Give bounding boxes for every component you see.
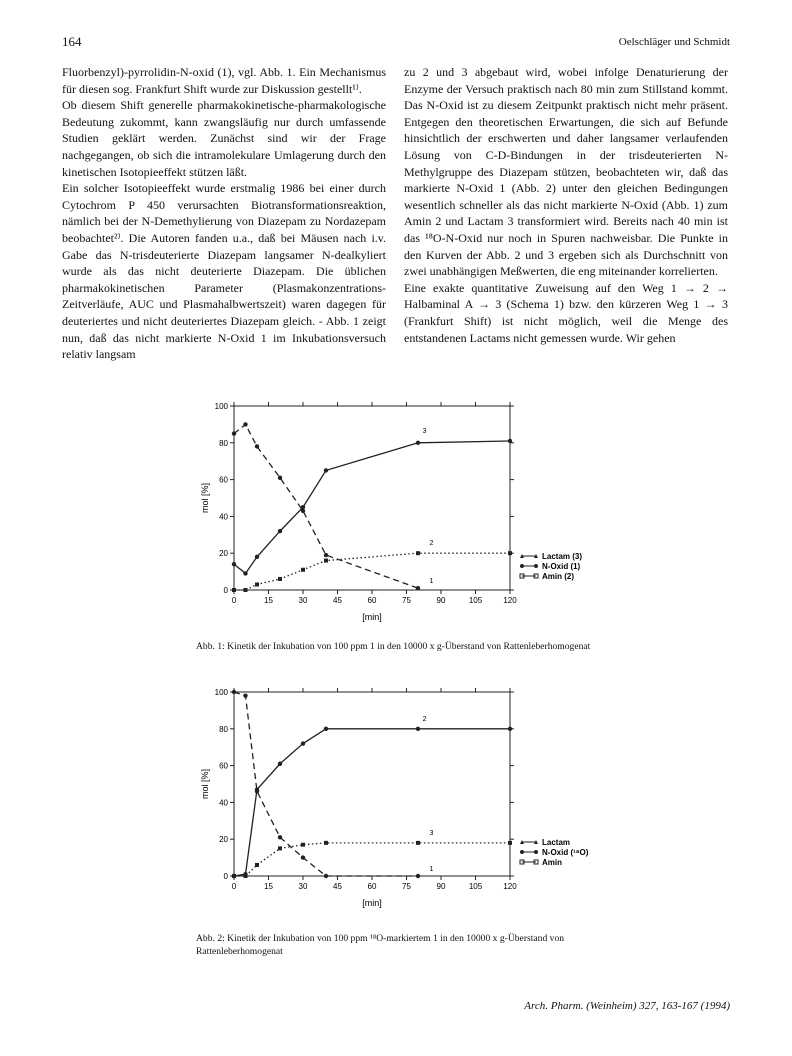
text-column-right bbox=[404, 64, 728, 346]
y-tick-label: 40 bbox=[219, 798, 228, 808]
x-tick-label: 30 bbox=[298, 596, 308, 605]
data-point bbox=[508, 551, 512, 555]
paragraph: Ob diesem Shift generelle pharmakokinetische-pharmakologische Bedeutung zukommt, kann zwangsläufig nur durch umfassende Studien geklärt werden. Zunächst sind wir der Frage nachgegangen, ob sich die intramolekulare Umlagerung durch den kinetischen Isotopieeffekt stützen läßt. bbox=[62, 98, 386, 179]
series-line bbox=[234, 729, 510, 876]
data-point bbox=[278, 476, 282, 480]
data-point bbox=[255, 789, 259, 793]
series-line bbox=[234, 424, 418, 588]
data-point bbox=[508, 439, 512, 443]
x-tick-label: 75 bbox=[402, 882, 411, 891]
data-point bbox=[301, 741, 305, 745]
data-point bbox=[278, 529, 282, 533]
data-point bbox=[255, 555, 259, 559]
running-head: Oelschläger und Schmidt bbox=[618, 36, 730, 48]
x-tick-label: 120 bbox=[503, 882, 517, 891]
plot-frame bbox=[234, 406, 510, 590]
data-point bbox=[508, 727, 512, 731]
data-point bbox=[232, 588, 236, 592]
data-point bbox=[416, 586, 420, 590]
data-point bbox=[243, 571, 247, 575]
x-tick-label: 45 bbox=[333, 882, 342, 891]
x-tick-label: 60 bbox=[367, 882, 377, 891]
data-point bbox=[324, 727, 328, 731]
data-point bbox=[255, 582, 259, 586]
data-point bbox=[244, 588, 248, 592]
paragraph: zu 2 und 3 abgebaut wird, wobei infolge Denaturierung der Enzyme der Versuch praktisch nach 80 min zum Stillstand kommt. Das N-Oxid ist zu diesem Zeitpunkt praktisch nicht mehr präsent. Entgegen den theoretischen Erwartungen, die sich auf Befunde hinsichtlich der erschwerten und daher langsamer verlaufenden Lösung von C-D-Bindungen in der trisdeuterierten N-Methylgruppe des Diazepam stützen, beobachteten wir, daß das markierte N-Oxid 1 (Abb. 2) unter den gleichen Bedingungen wesentlich schneller als das nicht markierte N-Oxid (Abb. 1) zum Amin 2 und Lactam 3 transformiert wird. Bereits nach 40 min ist das ¹⁸O-N-Oxid nur noch in Spuren nachweisbar. Die Punkte in den Kurven der Abb. 2 und 3 ergeben sich als Durchschnitt von zwei unabhängigen Meßwerten, die eng miteinander korrelierten. bbox=[404, 65, 728, 279]
data-point bbox=[244, 874, 248, 878]
data-point bbox=[243, 693, 247, 697]
data-point bbox=[324, 841, 328, 845]
y-axis-label: mol [%] bbox=[200, 482, 210, 514]
data-point bbox=[232, 874, 236, 878]
figure-1 bbox=[190, 394, 620, 637]
data-point bbox=[278, 762, 282, 766]
x-tick-label: 75 bbox=[402, 596, 411, 605]
data-point bbox=[324, 468, 328, 472]
x-tick-label: 15 bbox=[264, 882, 273, 891]
data-point bbox=[232, 431, 236, 435]
figure-2 bbox=[190, 680, 620, 923]
text-column-left bbox=[62, 64, 386, 363]
y-tick-label: 0 bbox=[223, 586, 228, 595]
data-point bbox=[416, 874, 420, 878]
figure-2-caption: Abb. 2: Kinetik der Inkubation von 100 ppm ¹⁸O-markiertem 1 in den 10000 x g-Überstand von Rattenleberhomogenat bbox=[196, 933, 565, 957]
x-tick-label: 0 bbox=[231, 882, 237, 891]
y-tick-label: 20 bbox=[219, 835, 228, 845]
x-tick-label: 105 bbox=[468, 882, 483, 891]
figure-1-chart bbox=[190, 394, 620, 632]
data-point bbox=[255, 863, 259, 867]
legend-marker bbox=[534, 850, 538, 854]
legend-entry: N-Oxid (¹⁸O) bbox=[542, 848, 589, 857]
x-axis-label: [min] bbox=[362, 898, 382, 908]
y-tick-label: 60 bbox=[219, 761, 228, 771]
data-point bbox=[278, 835, 282, 839]
legend-entry: Lactam (3) bbox=[542, 552, 583, 561]
series-label: 3 bbox=[422, 427, 427, 435]
plot-frame bbox=[234, 692, 510, 876]
data-point bbox=[243, 422, 247, 426]
y-tick-label: 100 bbox=[214, 402, 228, 411]
x-axis-label: [min] bbox=[362, 612, 382, 622]
y-tick-label: 0 bbox=[223, 872, 228, 881]
x-tick-label: 30 bbox=[298, 882, 308, 891]
paragraph: Eine exakte quantitative Zuweisung auf den Weg 1 → 2 → Halbaminal A → 3 (Schema 1) bzw. den kürzeren Weg 1 → 3 (Frankfurt Shift) ist nicht möglich, weil die Menge des entstandenen Lactams nicht gemessen wurde. Wir gehen bbox=[404, 280, 728, 345]
series-label: 1 bbox=[429, 866, 434, 873]
x-tick-label: 120 bbox=[503, 596, 517, 605]
data-point bbox=[232, 562, 236, 566]
data-point bbox=[278, 577, 282, 581]
data-point bbox=[324, 874, 328, 878]
y-tick-label: 100 bbox=[214, 688, 228, 697]
x-tick-label: 90 bbox=[436, 882, 446, 891]
x-tick-label: 105 bbox=[468, 596, 483, 605]
figure-2-chart bbox=[190, 680, 620, 918]
data-point bbox=[301, 568, 305, 572]
series-label: 3 bbox=[429, 829, 434, 837]
data-point bbox=[301, 843, 305, 847]
y-axis-label: mol [%] bbox=[200, 768, 210, 800]
data-point bbox=[255, 444, 259, 448]
x-tick-label: 60 bbox=[367, 596, 377, 605]
legend-entry: Lactam bbox=[542, 838, 571, 847]
journal-citation: Arch. Pharm. (Weinheim) 327, 163-167 (1994) bbox=[524, 1000, 730, 1012]
legend-marker bbox=[534, 564, 538, 568]
data-point bbox=[416, 841, 420, 845]
data-point bbox=[301, 509, 305, 513]
y-tick-label: 20 bbox=[219, 549, 228, 559]
data-point bbox=[508, 841, 512, 845]
legend-entry: Amin (2) bbox=[542, 572, 574, 581]
series-label: 1 bbox=[429, 578, 434, 586]
legend-entry: Amin bbox=[542, 858, 562, 867]
data-point bbox=[232, 690, 236, 694]
figure-1-caption: Abb. 1: Kinetik der Inkubation von 100 ppm 1 in den 10000 x g-Überstand von Rattenleberhomogenat bbox=[196, 641, 591, 652]
data-point bbox=[324, 559, 328, 563]
data-point bbox=[301, 855, 305, 859]
series-line bbox=[234, 553, 510, 590]
y-tick-label: 40 bbox=[219, 512, 228, 522]
x-tick-label: 90 bbox=[436, 596, 446, 605]
paragraph: Fluorbenzyl)-pyrrolidin-N-oxid (1), vgl. Abb. 1. Ein Mechanismus für diesen sog. Frankfurt Shift wurde zur Diskussion gestellt¹⁾. bbox=[62, 65, 386, 96]
y-tick-label: 60 bbox=[219, 475, 228, 485]
data-point bbox=[278, 846, 282, 850]
data-point bbox=[416, 727, 420, 731]
data-point bbox=[324, 553, 328, 557]
x-tick-label: 15 bbox=[264, 596, 273, 605]
data-point bbox=[416, 441, 420, 445]
legend-entry: N-Oxid (1) bbox=[542, 562, 581, 571]
legend-marker bbox=[520, 850, 524, 854]
page-number: 164 bbox=[62, 34, 82, 49]
series-label: 2 bbox=[422, 715, 427, 723]
legend-marker bbox=[520, 564, 524, 568]
series-line bbox=[234, 843, 510, 876]
series-label: 2 bbox=[429, 540, 434, 548]
x-tick-label: 0 bbox=[231, 596, 237, 605]
data-point bbox=[416, 551, 420, 555]
x-tick-label: 45 bbox=[333, 596, 342, 605]
y-tick-label: 80 bbox=[219, 438, 228, 448]
paragraph: Ein solcher Isotopieeffekt wurde erstmalig 1986 bei einer durch Cytochrom P 450 verursachten Biotransformationsreaktion, nämlich bei der N-Demethylierung von Diazepam zu Nordazepam beobachtet²⁾. Die Autoren fanden u.a., daß bei Mäusen nach i.v. Gabe das N-trisdeuterierte Diazepam langsamer N-dealkyliert wurde als das nicht deuterierte Diazepam. Die üblichen pharmakokinetischen Parameter (Plasmakonzentrations-Zeitverläufe, AUC und Plasmahalbwertszeit) waren dagegen für deuteriertes und nicht deuteriertes Diazepam gleich. - Abb. 1 zeigt nun, daß das nicht markierte N-Oxid 1 im Inkubationsversuch relativ langsam bbox=[62, 181, 386, 362]
y-tick-label: 80 bbox=[219, 724, 228, 734]
